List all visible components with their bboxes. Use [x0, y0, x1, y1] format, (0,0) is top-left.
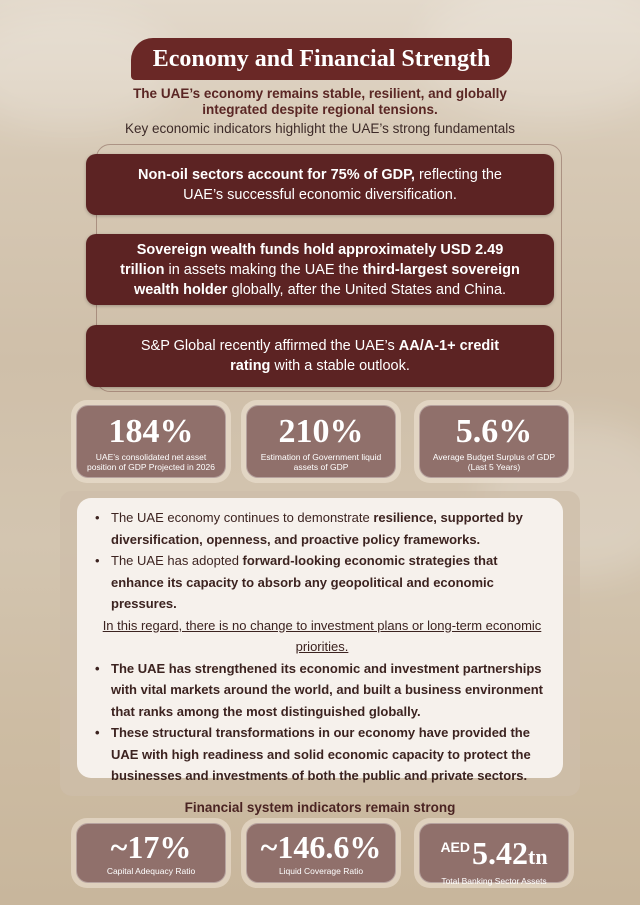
fs-card-banking-assets — [419, 823, 569, 886]
stat-label: Total Banking Sector Assets — [441, 876, 547, 886]
fs-card-liquid-coverage — [246, 823, 396, 883]
panel-credit-rating — [86, 325, 554, 387]
stat-label: Liquid Coverage Ratio — [278, 866, 364, 876]
list-item — [95, 507, 549, 550]
list-item-text: The UAE economy continues to demonstrate — [111, 510, 374, 525]
stat-value: 210% — [278, 413, 364, 450]
stat-value: 5.42 — [472, 835, 528, 871]
stat-value: 5.6% — [455, 413, 533, 450]
lead-text: The UAE’s economy remains stable, resilient, and globally integrated despite regional tensions. — [133, 86, 507, 117]
stat-label: Capital Adequacy Ratio — [106, 866, 196, 876]
sublead-text: Key economic indicators highlight the UAE’s strong fundamentals — [125, 121, 515, 136]
stat-value-group — [420, 831, 568, 873]
stat-label: Estimation of Government liquid assets of GDP — [260, 452, 382, 472]
panel-credit-text-2: with a stable outlook. — [270, 358, 410, 374]
panel-sovereign-wealth — [86, 234, 554, 305]
investment-note: In this regard, there is no change to investment plans or long-term economic priorities. — [102, 617, 542, 654]
panel-swf-bold-2: third-largest sovereign wealth holder — [133, 261, 520, 298]
stat-card-net-asset — [76, 405, 226, 478]
stat-card-budget-surplus — [419, 405, 569, 478]
key-points-box — [77, 498, 563, 783]
stat-value: ~146.6% — [260, 829, 382, 865]
list-item: • These structural transformations in our economy have provided the UAE with high readiness and solid economic capacity to protect the businesses and investments of both the public and private sectors. — [95, 722, 549, 787]
panel-swf-text-2: globally, after the United States and China. — [227, 281, 507, 298]
panel-credit-bold: AA/A-1+ credit rating — [230, 338, 500, 374]
list-item: • The UAE has strengthened its economic and investment partnerships with vital markets around the world, and built a business environment that ranks among the most distinguished globally. — [95, 658, 549, 723]
stat-value: ~17% — [110, 829, 192, 865]
panel-non-oil-bold: Non-oil sectors account for 75% of GDP, — [138, 166, 415, 183]
panel-swf-bold-1: Sovereign wealth funds hold approximately USD 2.49 trillion — [120, 241, 504, 278]
stat-prefix: AED — [440, 839, 470, 855]
panel-non-oil-text: reflecting the UAE’s successful economic diversification. — [183, 166, 502, 203]
panel-non-oil — [86, 154, 554, 215]
stat-label: UAE’s consolidated net asset position of GDP Projected in 2026 — [87, 452, 215, 472]
page-title: Economy and Financial Strength — [131, 38, 512, 80]
stat-card-liquid-assets — [246, 405, 396, 478]
fs-card-capital-adequacy — [76, 823, 226, 883]
list-item-bold: forward-looking economic strategies that enhance its capacity to absorb any geopolitical and economic pressures. — [111, 553, 498, 611]
list-item-text: The UAE has adopted — [111, 553, 243, 568]
panel-swf-text-1: in assets making the UAE the — [164, 261, 363, 278]
panel-credit-text-1: S&P Global recently affirmed the UAE’s — [140, 338, 399, 354]
list-item — [95, 550, 549, 615]
stat-value: 184% — [108, 413, 194, 450]
stat-unit: tn — [528, 844, 548, 869]
financial-system-heading: Financial system indicators remain strong — [184, 800, 456, 815]
stat-label: Average Budget Surplus of GDP (Last 5 Years) — [432, 452, 556, 472]
list-item-bold: resilience, supported by diversification, openness, and proactive policy frameworks. — [111, 510, 523, 547]
